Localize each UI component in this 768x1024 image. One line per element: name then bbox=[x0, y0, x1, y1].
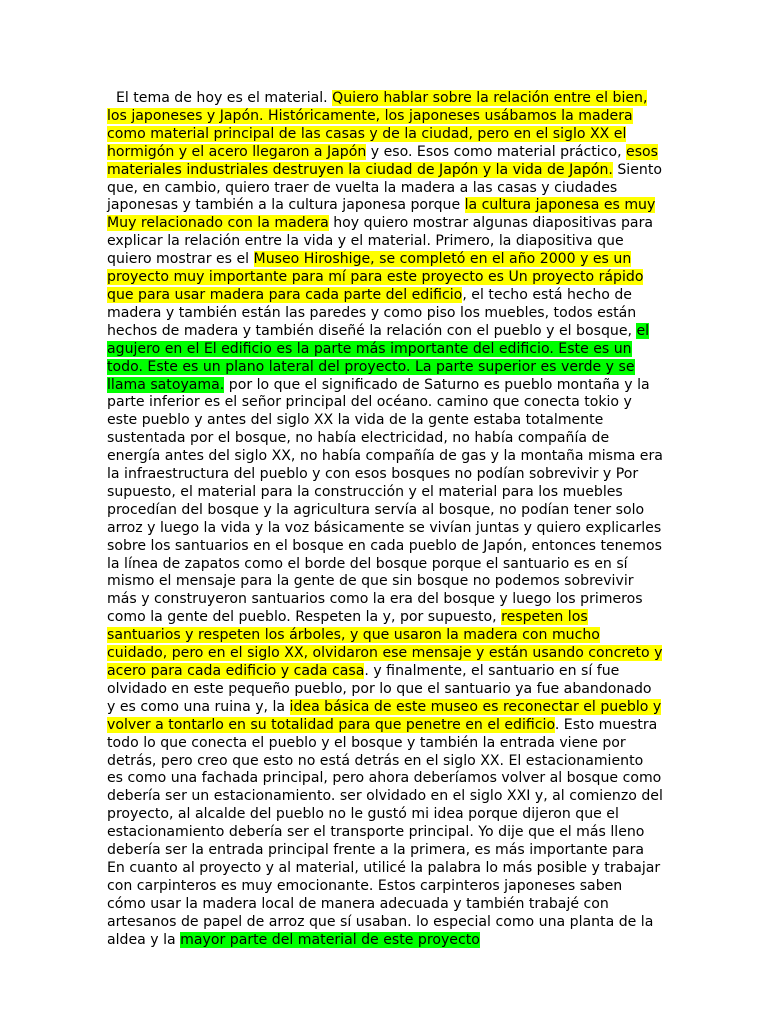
highlighted-text-green: mayor parte del material de este proyecto bbox=[180, 931, 480, 948]
highlighted-text-yellow: respeten los santuarios y respeten los árboles, y que usaron la madera con mucho cuidado, pero en el siglo XX, olvidaron ese mensaje y están usando concreto y acero para cada edificio y cada casa bbox=[107, 609, 663, 679]
highlighted-text-yellow: esos materiales industriales destruyen la ciudad de Japón y la vida de Japón. bbox=[107, 143, 659, 178]
text-segment: , el techo está hecho de madera y también están las paredes y como piso los muebles, todos están hechos de madera y también diseñé la relación con el pueblo y el bosque, bbox=[107, 286, 637, 339]
highlighted-text-yellow: Quiero hablar sobre la relación entre el bien, los japoneses y Japón. Históricamente, los japoneses usábamos la madera como material principal de las casas y de la ciudad, pero en el siglo XX el hormigón y el acero llegaron a Japón bbox=[107, 90, 648, 160]
text-segment: por lo que el significado de Saturno es pueblo montaña y la parte inferior es el señor principal del océano. camino que conecta tokio y este pueblo y antes del siglo XX la vida de la gente estaba totalmente sustentada por el bosque, no había electricidad, no había compañía de energía antes del siglo XX, no había compañía de gas y la montaña misma era la infraestructura del pueblo y con esos bosques no podían sobrevivir y Por supuesto, el material para la construcción y el material para los muebles procedían del bosque y la agricultura servía al bosque, no podían tener solo arroz y luego la vida y la voz básicamente se vivían juntas y quiero explicarles sobre los santuarios en el bosque en cada pueblo de Japón, entonces tenemos la línea de zapatos como el borde del bosque porque el santuario es en sí mismo el mensaje para la gente de que sin bosque no podemos sobrevivir más y construyeron santuarios como la era del bosque y luego los primeros como la gente del pueblo. Respeten la y, por supuesto, bbox=[107, 376, 663, 626]
text-segment: hoy quiero mostrar algunas diapositivas para explicar la relación entre la vida y el material. Primero, la diapositiva que quiero mostrar es el bbox=[107, 215, 654, 268]
document-page bbox=[107, 90, 663, 950]
text-segment: y eso. Esos como material práctico, bbox=[366, 143, 627, 160]
highlighted-text-yellow: la cultura japonesa es muy Muy relacionado con la madera bbox=[107, 197, 656, 232]
text-segment: . Esto muestra todo lo que conecta el pueblo y el bosque y también la entrada viene por detrás, pero creo que esto no está detrás en el siglo XX. El estacionamiento es como una fachada principal, pero ahora deberíamos volver al bosque como debería ser un estacionamiento. ser olvidado en el siglo XXI y, al comienzo del proyecto, al alcalde del pueblo no le gustó mi idea porque dijeron que el estacionamiento debería ser el transporte principal. Yo dije que el más lleno debería ser la entrada principal frente a la primera, es más importante para En cuanto al proyecto y al material, utilicé la palabra lo más posible y trabajar con carpinteros es muy emocionante. Estos carpinteros japoneses saben cómo usar la madera local de manera adecuada y también trabajé con artesanos de papel de arroz que sí usaban. lo especial como una planta de la aldea y la bbox=[107, 716, 663, 948]
highlighted-text-yellow: Museo Hiroshige, se completó en el año 2000 y es un proyecto muy importante para mí para este proyecto es Un proyecto rápido que para usar madera para cada parte del edificio bbox=[107, 251, 644, 303]
highlighted-text-green: el agujero en el El edificio es la parte más importante del edificio. Este es un todo. Este es un plano lateral del proyecto. La parte superior es verde y se llama satoyama. bbox=[107, 322, 650, 393]
text-segment: El tema de hoy es el material. bbox=[107, 90, 333, 106]
text-segment: Siento que, en cambio, quiero traer de vuelta la madera a las casas y ciudades japonesas y también a la cultura japonesa porque bbox=[107, 161, 662, 214]
text-segment: . y finalmente, el santuario en sí fue olvidado en este pequeño pueblo, por lo que el santuario ya fue abandonado y es como una ruina y, la bbox=[107, 663, 652, 715]
highlighted-text-yellow: idea básica de este museo es reconectar el pueblo y volver a tontarlo en su totalidad para que penetre en el edificio bbox=[107, 698, 662, 733]
body-paragraph bbox=[107, 90, 663, 950]
